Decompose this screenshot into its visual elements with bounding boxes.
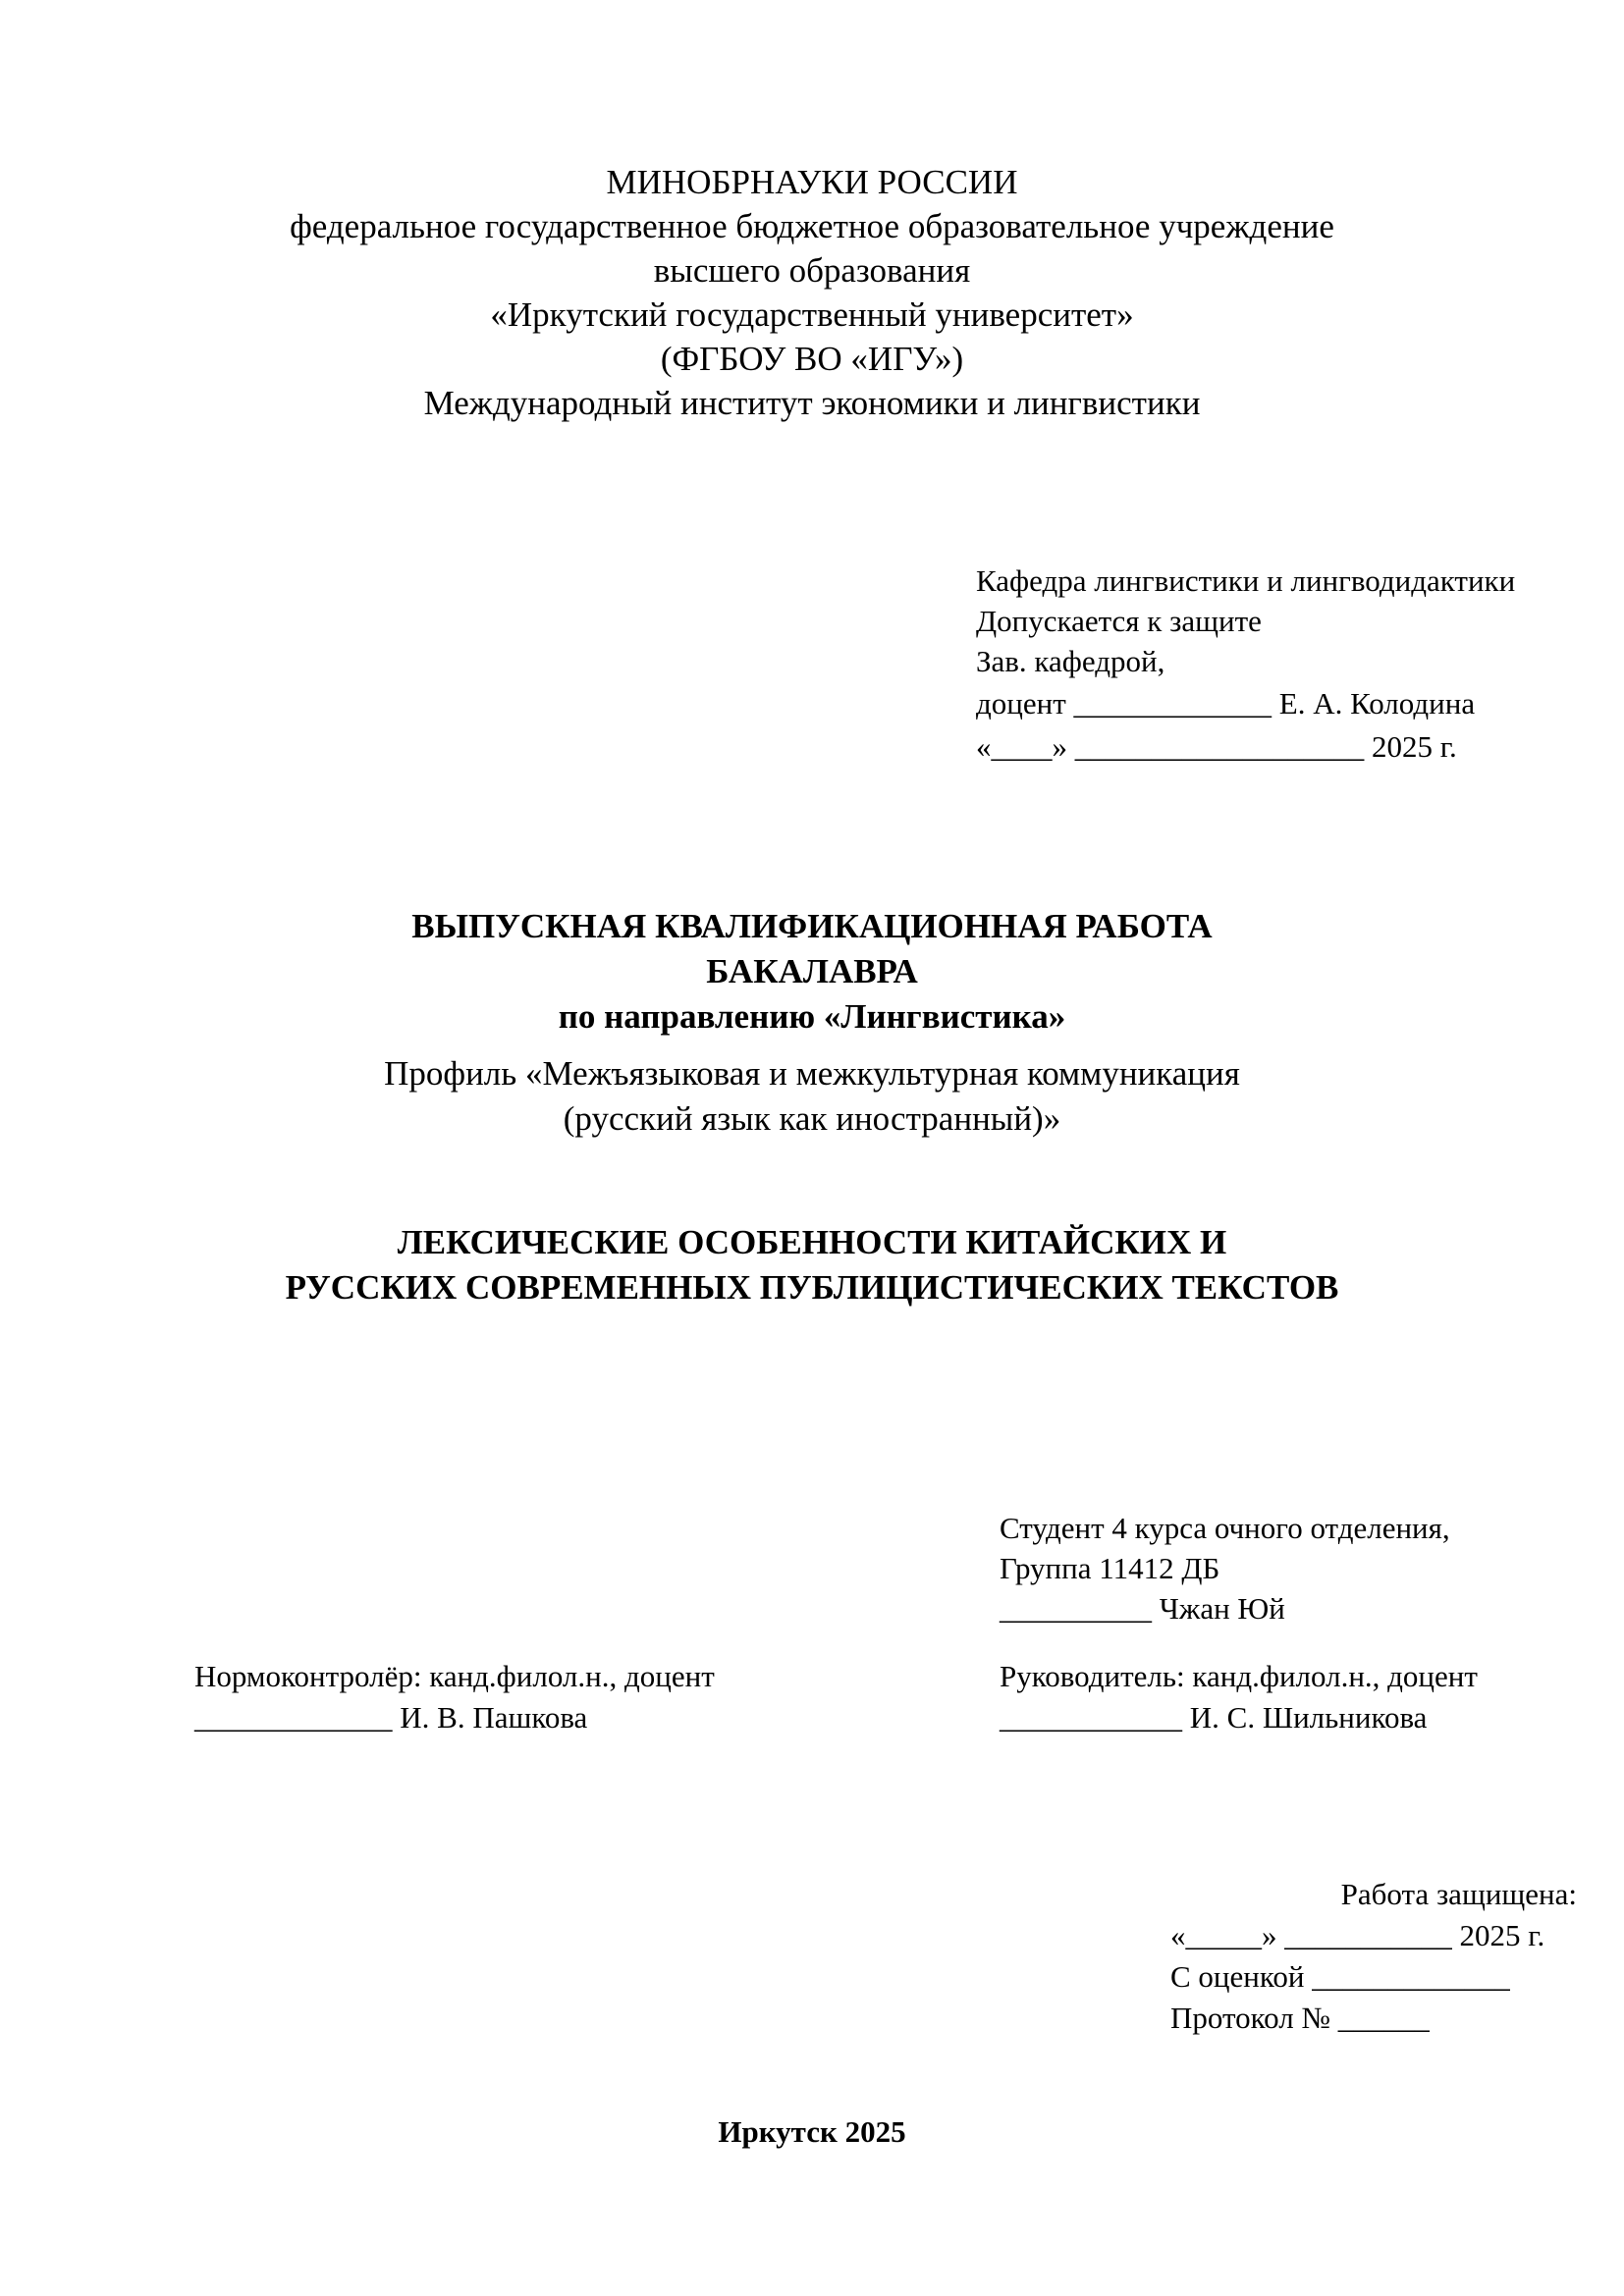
student-signature-line: __________ Чжан Юй (1000, 1591, 1285, 1626)
education-level-line: высшего образования (653, 251, 971, 290)
abbreviation-line: (ФГБОУ ВО «ИГУ») (660, 340, 964, 378)
profile-line-2: (русский язык как иностранный)» (563, 1099, 1061, 1138)
student-group-line: Группа 11412 ДБ (1000, 1551, 1220, 1585)
university-line: «Иркутский государственный университет» (490, 295, 1134, 334)
approval-date-line: «____» ___________________ 2025 г. (976, 729, 1457, 764)
defense-protocol-line: Протокол № ______ (1170, 2001, 1430, 2035)
direction-line: по направлению «Лингвистика» (558, 997, 1066, 1036)
institute-line: Международный институт экономики и лингвистики (423, 384, 1201, 422)
profile-line-1: Профиль «Межъязыковая и межкультурная коммуникация (384, 1054, 1240, 1093)
defense-date-line: «_____» ___________ 2025 г. (1170, 1918, 1545, 1952)
institution-type-line: федеральное государственное бюджетное образовательное учреждение (290, 207, 1334, 245)
admitted-line: Допускается к защите (976, 604, 1262, 638)
head-signature-line: доцент _____________ Е. А. Колодина (976, 686, 1476, 721)
supervisor-title-line: Руководитель: канд.филол.н., доцент (1000, 1659, 1478, 1693)
city-year-line: Иркутск 2025 (718, 2114, 906, 2149)
work-type-line-1: ВЫПУСКНАЯ КВАЛИФИКАЦИОННАЯ РАБОТА (411, 907, 1213, 945)
defense-status-line: Работа защищена: (1340, 1877, 1577, 1911)
defense-grade-line: С оценкой _____________ (1170, 1959, 1510, 1994)
ministry-line: МИНОБРНАУКИ РОССИИ (606, 163, 1018, 201)
topic-line-1: ЛЕКСИЧЕСКИЕ ОСОБЕННОСТИ КИТАЙСКИХ И (397, 1223, 1227, 1261)
normcontrol-signature-line: _____________ И. В. Пашкова (194, 1700, 588, 1735)
work-type-line-2: БАКАЛАВРА (706, 952, 918, 990)
student-course-line: Студент 4 курса очного отделения, (1000, 1511, 1450, 1545)
topic-line-2: РУССКИХ СОВРЕМЕННЫХ ПУБЛИЦИСТИЧЕСКИХ ТЕКСТОВ (285, 1268, 1339, 1307)
department-line: Кафедра лингвистики и лингводидактики (976, 563, 1516, 598)
head-title-line: Зав. кафедрой, (976, 644, 1165, 678)
supervisor-signature-line: ____________ И. С. Шильникова (1000, 1700, 1428, 1735)
normcontrol-title-line: Нормоконтролёр: канд.филол.н., доцент (194, 1659, 715, 1693)
